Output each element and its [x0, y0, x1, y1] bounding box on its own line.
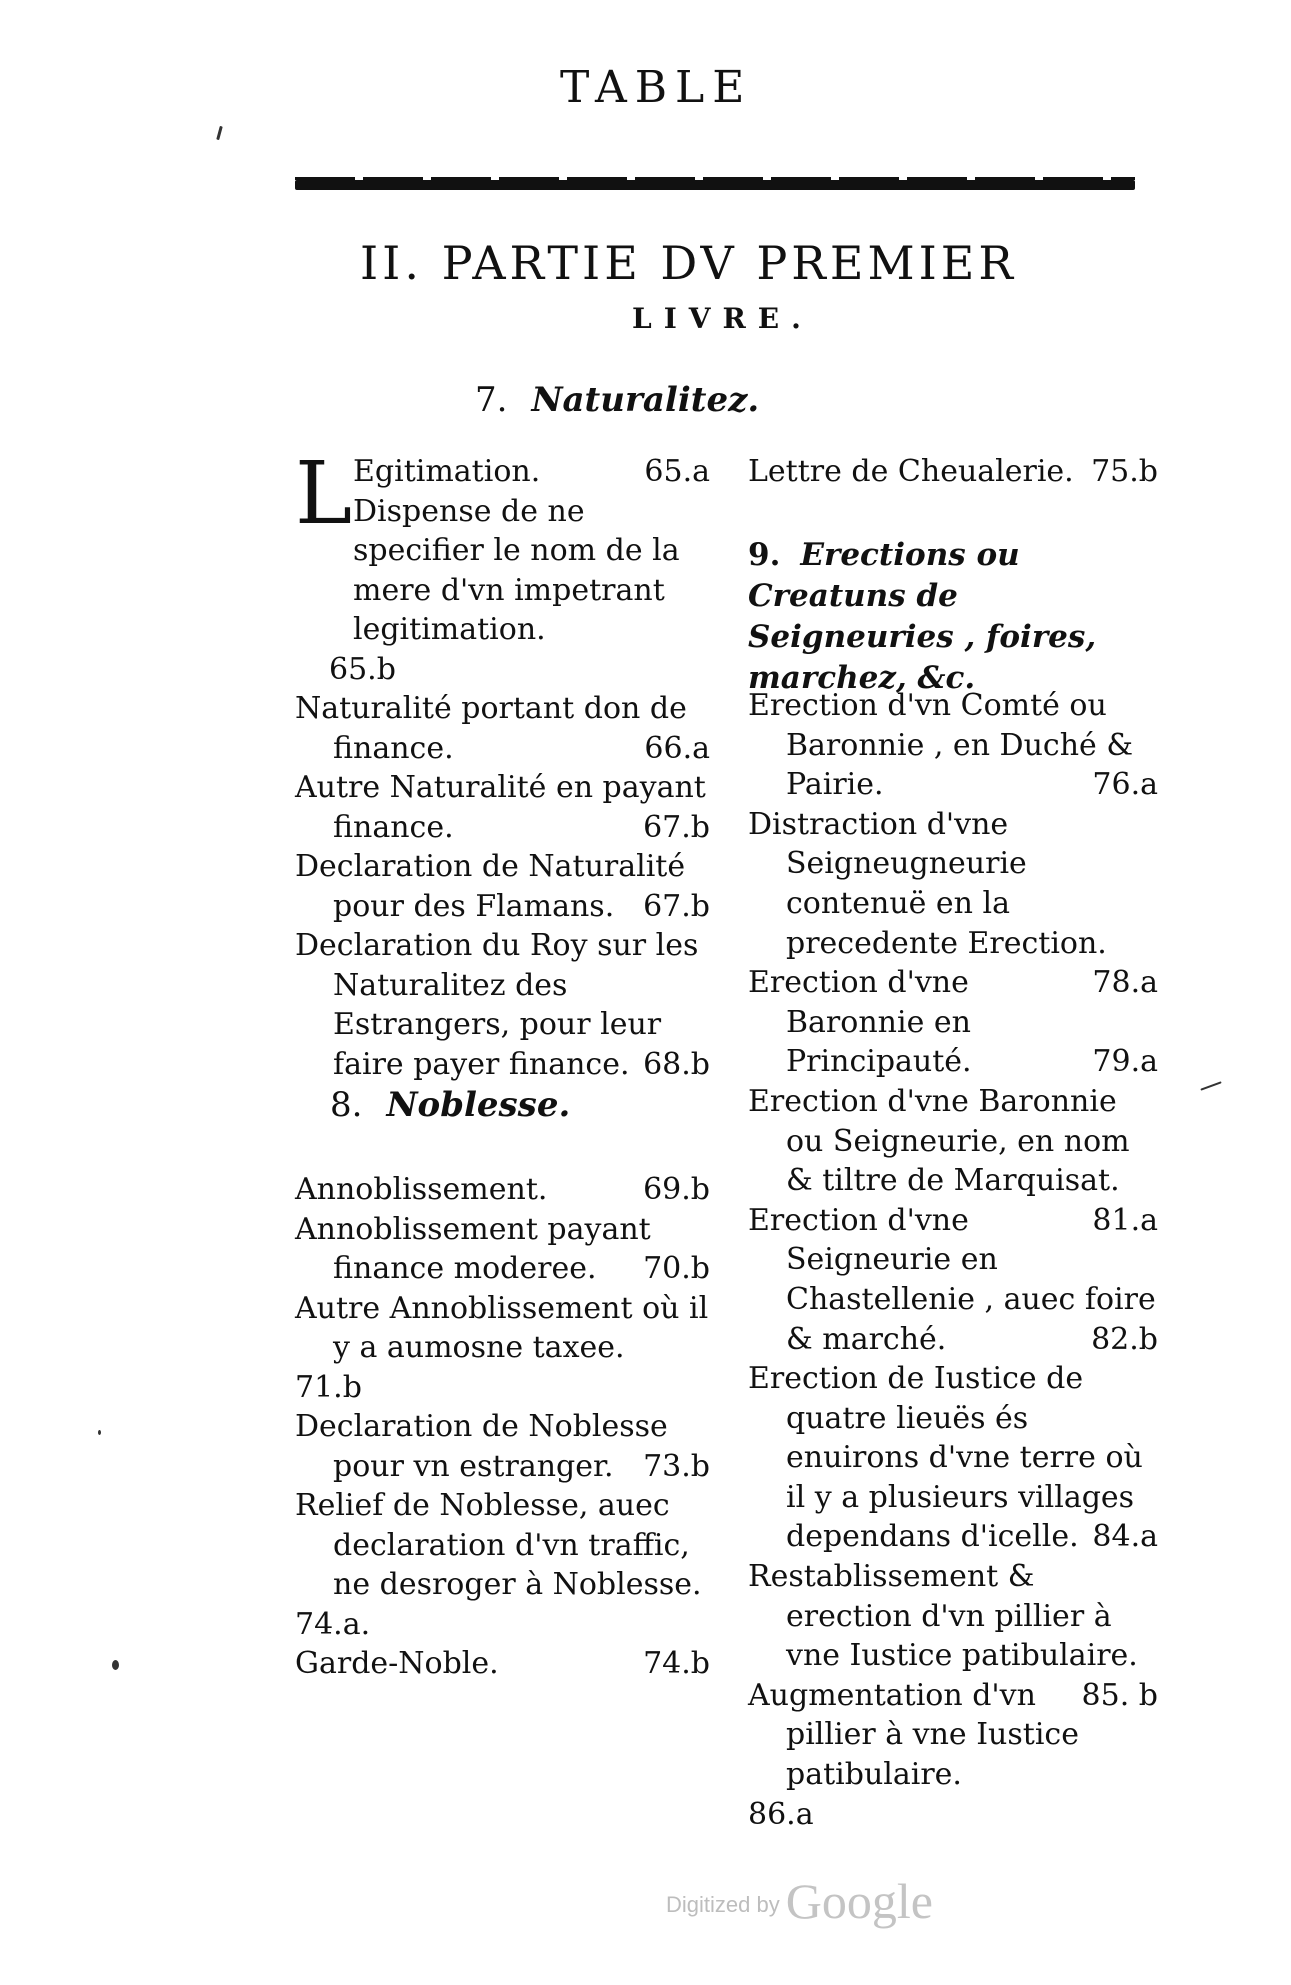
entry-text: Autre Naturalité en payant finance.	[295, 770, 706, 845]
left-column-section-7	[295, 444, 710, 1084]
page-reference: 84.a	[1092, 1519, 1158, 1555]
running-title: TABLE	[560, 62, 753, 113]
page-reference: 66.a	[644, 730, 710, 766]
scan-speck	[112, 1660, 119, 1670]
entry-text: Autre Annoblissement où il y a aumosne taxee.	[295, 1290, 709, 1365]
page-reference: 67.b	[643, 809, 710, 845]
section-heading-8	[330, 1085, 570, 1125]
index-entry	[748, 805, 1158, 1001]
watermark-logo-text: Google	[785, 1873, 933, 1929]
section-title: Naturalitez.	[531, 380, 760, 420]
page-reference: 85. b	[1081, 1677, 1158, 1713]
scan-speck	[216, 126, 223, 140]
index-entry	[295, 768, 710, 847]
section-title: Erections ou Creatuns de Seigneuries , foires, marchez, &c.	[748, 537, 1097, 696]
page-reference: 73.b	[643, 1448, 710, 1484]
page-reference: 74.a.	[295, 1606, 371, 1642]
scan-speck	[1200, 1081, 1221, 1090]
entry-text: Relief de Noblesse, auec declaration d'vn traffic, ne desroger à Noblesse.	[295, 1488, 702, 1602]
entry-text: Naturalité portant don de finance.	[295, 691, 687, 766]
entry-text: Augmentation d'vn pillier à vne Iustice patibulaire.	[748, 1677, 1079, 1793]
entry-text: Erection d'vne Baronnie ou Seigneurie, en nom & tiltre de Marquisat.	[748, 1083, 1130, 1199]
page-reference: 65.b	[329, 651, 396, 687]
index-entry	[748, 452, 1158, 492]
entry-text: Erection d'vn Comté ou Baronnie , en Duché & Pairie.	[748, 688, 1134, 803]
part-title: II. PARTIE DV PREMIER	[360, 236, 1017, 290]
section-number: 7.	[475, 380, 508, 420]
right-column-top	[748, 452, 1158, 492]
section-number: 8.	[330, 1085, 363, 1125]
index-entry	[748, 1201, 1158, 1359]
left-column-section-8	[295, 1170, 710, 1684]
index-entry	[295, 444, 710, 544]
section-heading-7	[475, 380, 759, 420]
page-reference: 82.b	[1091, 1321, 1158, 1357]
entry-text: Declaration de Noblesse pour vn estranger.	[295, 1409, 668, 1484]
page-reference: 69.b	[643, 1172, 710, 1207]
entry-text: Declaration de Naturalité pour des Flamans.	[295, 849, 686, 924]
entry-text: Distraction d'vne Seigneugneurie contenuë en la precedente Erection.	[748, 806, 1107, 961]
section-title: Noblesse.	[386, 1085, 571, 1125]
part-subtitle: LIVRE.	[632, 302, 813, 335]
entry-text: Restablissement & erection d'vn pillier à vne Iustice patibulaire.	[748, 1559, 1138, 1674]
index-entry	[295, 1407, 710, 1486]
scan-speck	[98, 1430, 101, 1435]
right-column-section-9	[748, 686, 1158, 1834]
page-reference: 86.a	[748, 1796, 814, 1832]
entry-text: Annoblissement.	[295, 1172, 548, 1207]
entry-text: Erection d'vne Seigneurie en Chastellenie , auec foire & marché.	[748, 1202, 1156, 1357]
page-reference: 67.b	[643, 888, 710, 924]
entry-text: Garde-Noble.	[295, 1646, 499, 1681]
section-heading-9	[748, 535, 1168, 699]
index-entry	[748, 686, 1158, 805]
index-entry	[295, 1210, 710, 1289]
page-reference: 76.a	[1092, 767, 1158, 803]
page-reference: 70.b	[643, 1251, 710, 1286]
digitized-watermark	[666, 1872, 933, 1930]
entry-text: Egitimation.	[353, 454, 541, 489]
page-reference: 65.a	[644, 454, 710, 489]
drop-cap: L	[295, 444, 353, 544]
index-entry	[295, 1170, 710, 1210]
page-reference: 75.b	[1091, 454, 1158, 489]
index-entry	[748, 1082, 1158, 1238]
index-entry	[295, 689, 710, 768]
index-entry	[295, 1644, 710, 1684]
index-entry	[295, 492, 710, 690]
index-entry	[295, 847, 710, 926]
watermark-small-text: Digitized by	[666, 1892, 780, 1917]
index-entry	[295, 1289, 710, 1408]
entry-text: Declaration du Roy sur les Naturalitez des Estrangers, pour leur faire payer finance.	[295, 928, 699, 1082]
page-reference: 81.a	[1092, 1202, 1158, 1238]
ornamental-rule	[295, 180, 1135, 190]
entry-text: Erection d'vne Baronnie en Principauté.	[748, 965, 972, 1080]
page-reference: 71.b	[295, 1369, 362, 1405]
index-entry	[748, 963, 1158, 1082]
index-entry	[295, 926, 710, 1084]
entry-text: Annoblissement payant finance moderee.	[295, 1211, 651, 1286]
section-number: 9.	[748, 537, 781, 573]
index-entry	[748, 1359, 1158, 1557]
page-reference: 78.a	[1092, 965, 1158, 1001]
entry-text: Dispense de ne specifier le nom de la mere d'vn impetrant legitimation.	[353, 493, 680, 647]
entry-text: Erection de Iustice de quatre lieuës és enuirons d'vne terre où il y a plusieurs villages dependans d'icelle.	[748, 1361, 1143, 1555]
index-entry	[748, 1676, 1158, 1834]
index-entry	[295, 1486, 710, 1644]
page-reference: 79.a	[1092, 1044, 1158, 1080]
page-reference: 74.b	[643, 1646, 710, 1681]
entry-text: Lettre de Cheualerie.	[748, 454, 1074, 489]
page-reference: 68.b	[643, 1046, 710, 1082]
index-entry	[748, 1557, 1158, 1713]
